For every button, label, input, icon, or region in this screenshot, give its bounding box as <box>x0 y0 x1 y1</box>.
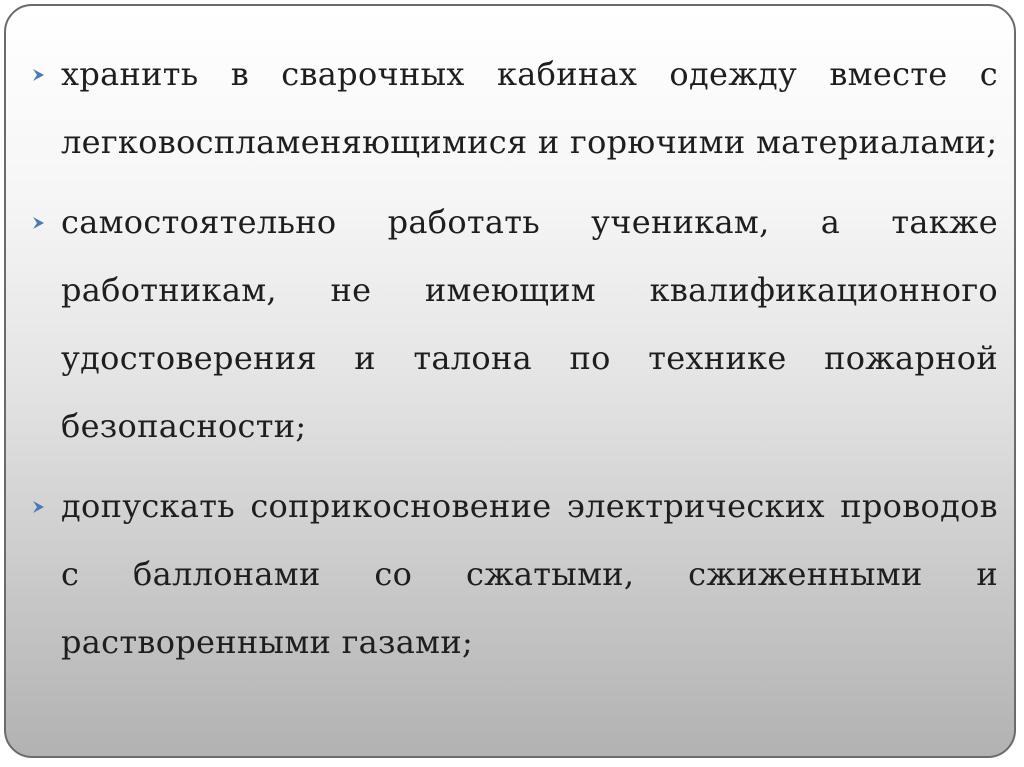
list-item <box>28 40 998 176</box>
chevron-right-icon <box>31 500 47 514</box>
list-item <box>28 188 998 460</box>
chevron-right-icon <box>31 68 47 82</box>
slide-frame <box>4 4 1016 758</box>
list-item <box>28 472 998 676</box>
bullet-text: допускать соприкосновение электрических проводов с баллонами со сжатыми, сжиженными и растворенными газами; <box>61 487 998 661</box>
bullet-list <box>28 40 998 688</box>
bullet-text: самостоятельно работать ученикам, а также работникам, не имеющим квалификационного удостоверения и талона по технике пожарной безопасности; <box>61 203 998 445</box>
chevron-right-icon <box>31 216 47 230</box>
bullet-text: хранить в сварочных кабинах одежду вместе с легковоспламеняющимися и горючими материалами; <box>61 55 998 161</box>
